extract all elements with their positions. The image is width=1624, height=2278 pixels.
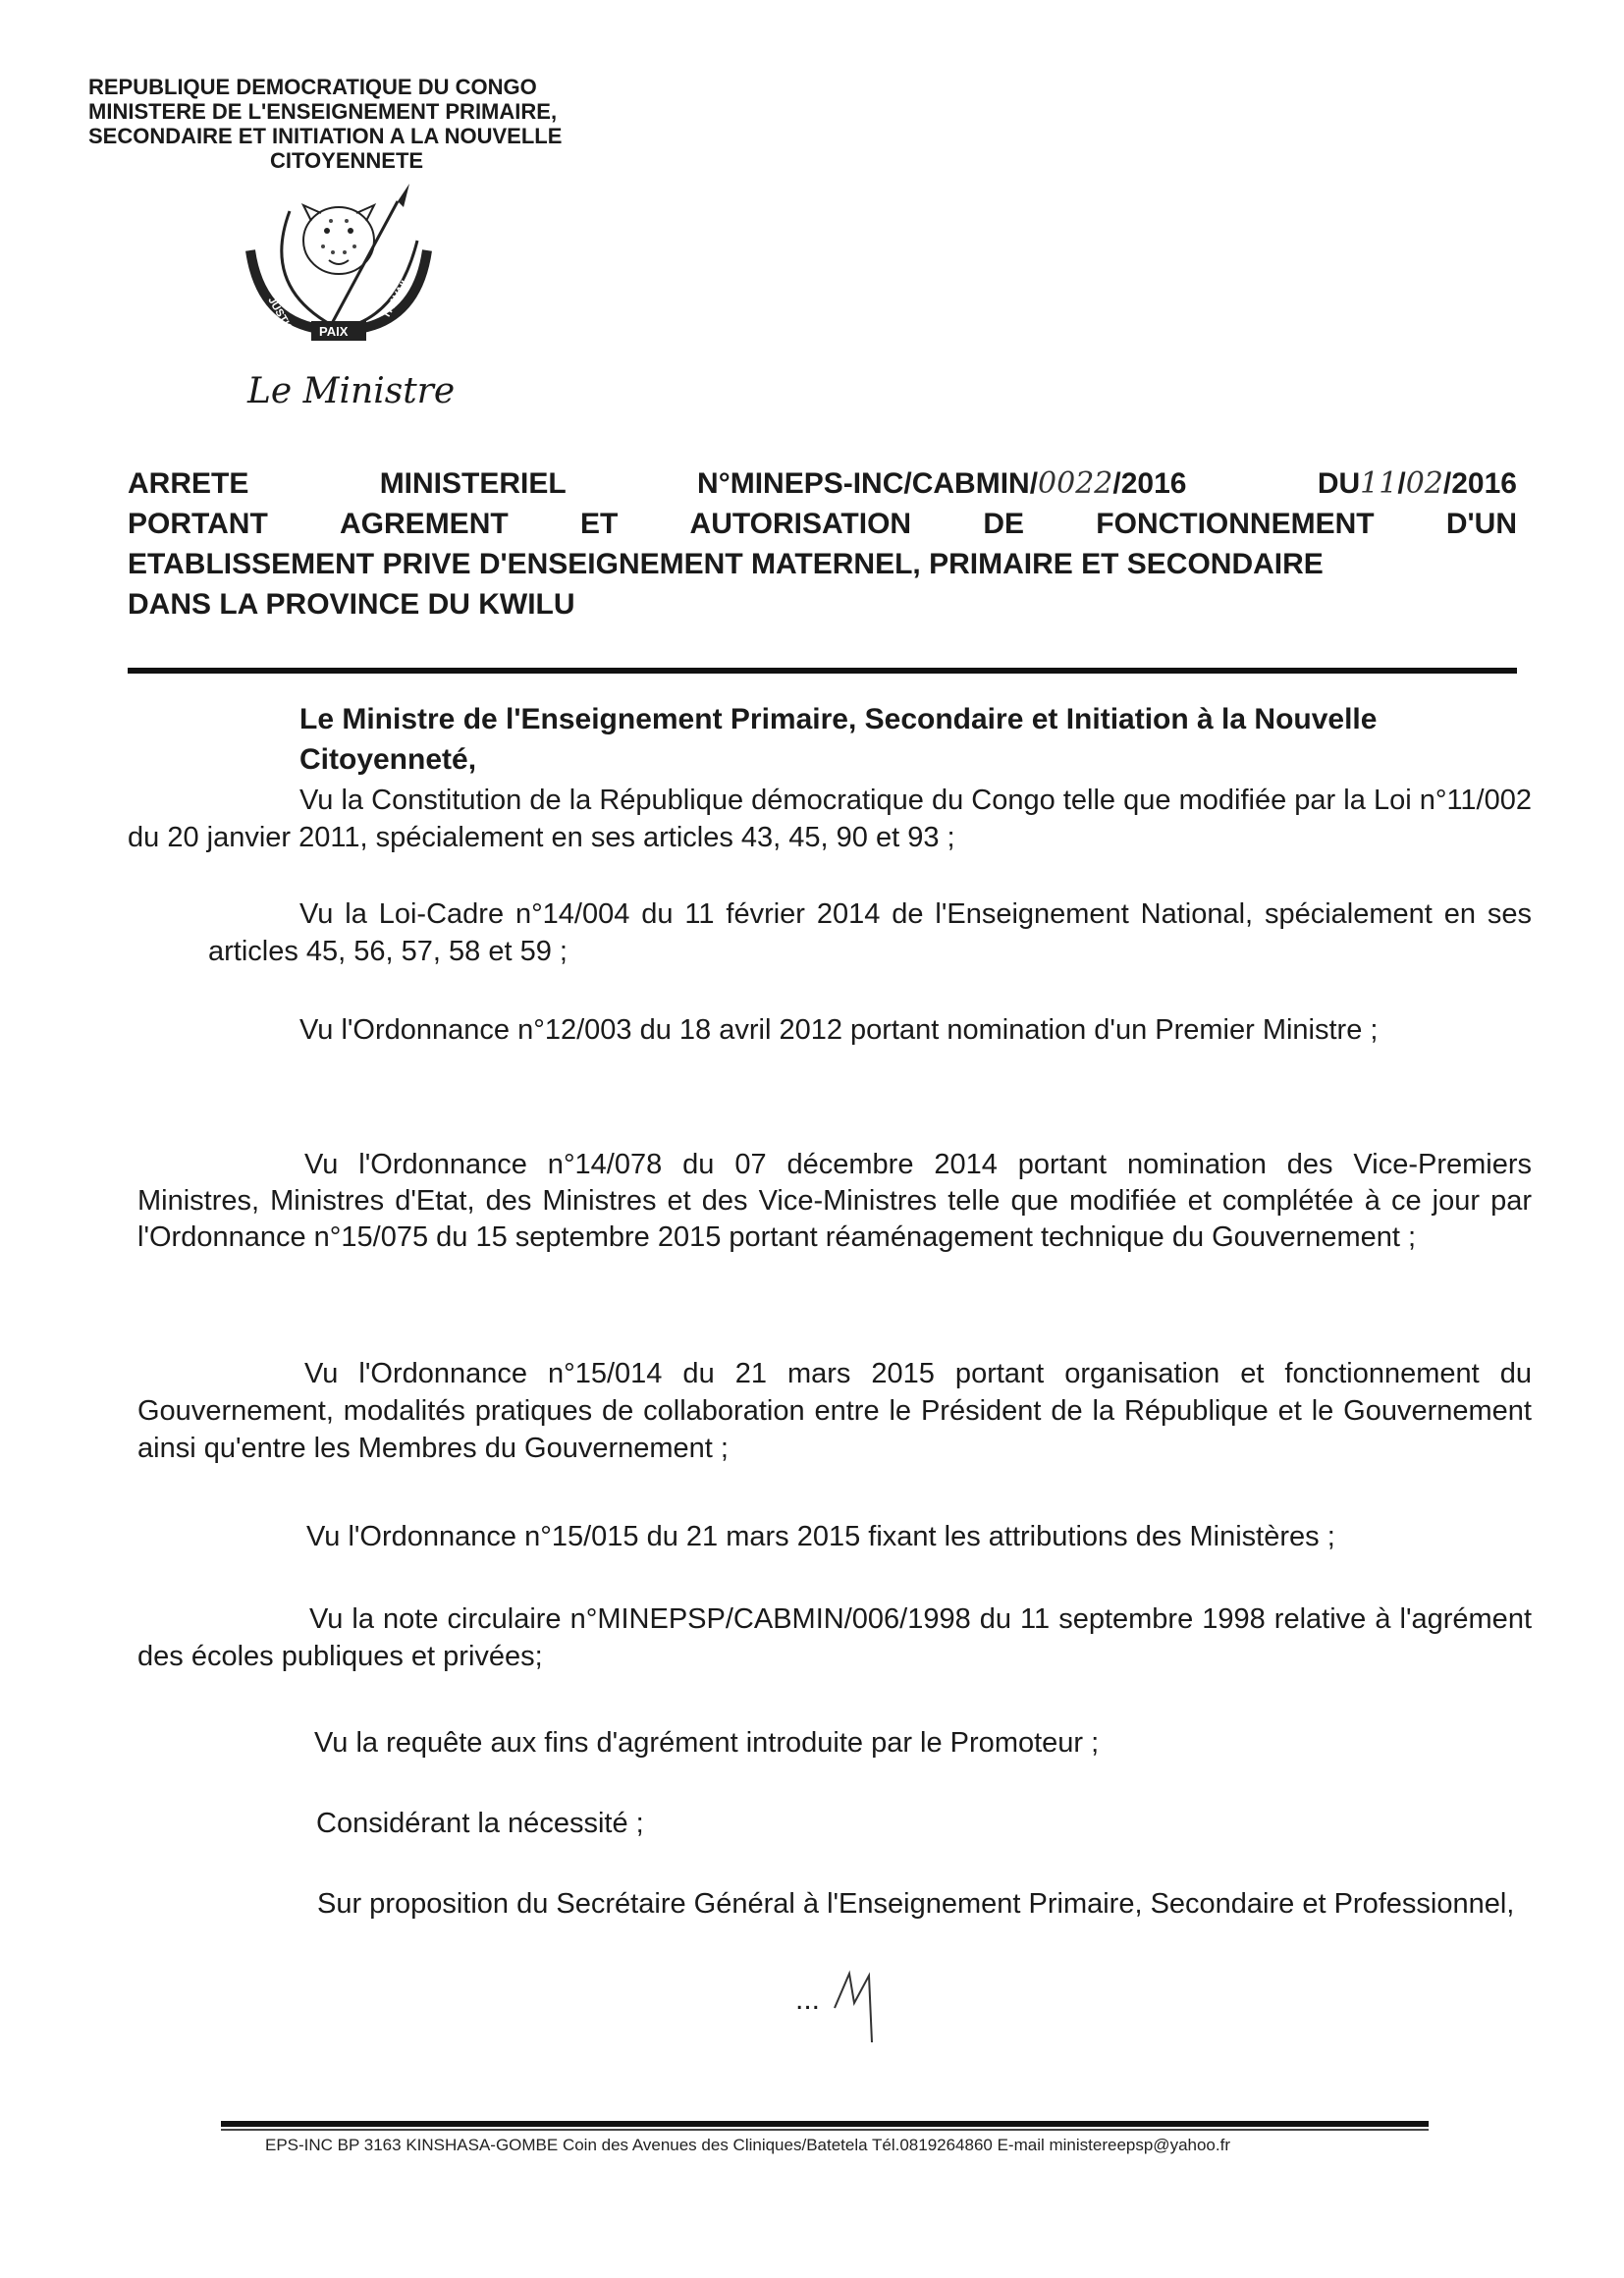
decree-title <box>128 463 1517 624</box>
letterhead-ministry-3: CITOYENNETE <box>270 148 424 173</box>
decree-month-handwritten: 02 <box>1405 466 1443 501</box>
recital-necessite: Considérant la nécessité ; <box>316 1808 644 1839</box>
coat-of-arms-emblem <box>221 182 466 353</box>
recital-proposition: Sur proposition du Secrétaire Général à l'Enseignement Primaire, Secondaire et Professionnel, <box>317 1888 1515 1920</box>
svg-text:JUSTICE: JUSTICE <box>265 295 299 341</box>
recital-ordonnance-premier-ministre: Vu l'Ordonnance n°12/003 du 18 avril 2012 portant nomination d'un Premier Ministre ; <box>299 1014 1379 1046</box>
minister-title: Le Ministre <box>247 371 456 411</box>
letterhead-ministry-2: SECONDAIRE ET INITIATION A LA NOUVELLE <box>88 124 563 148</box>
svg-text:PAIX: PAIX <box>319 324 349 339</box>
decree-number-handwritten: 0022 <box>1038 466 1113 501</box>
decree-title-line-2: PORTANT AGREMENT ET AUTORISATION DE FONCTIONNEMENT D'UN <box>128 508 1517 540</box>
recital-ordonnance-gouvernement: Vu l'Ordonnance n°14/078 du 07 décembre 2014 portant nomination des Vice-Premiers Ministres, Ministres d'Etat, des Ministres et des Vice-Ministres telle que modifiée et complétée à ce jour par l'Ordonnance n°15/075 du 15 septembre 2015 portant réaménagement technique du Gouvernement ; <box>137 1149 1532 1253</box>
decree-title-line-1: ARRETE MINISTERIEL N°MINEPS-INC/CABMIN/0022/2016 DU11/02/2016 <box>128 466 1517 501</box>
decree-title-line-4: DANS LA PROVINCE DU KWILU <box>128 588 575 621</box>
letterhead <box>88 75 697 173</box>
divider-bottom <box>221 2121 1429 2127</box>
recital-constitution: Vu la Constitution de la République démocratique du Congo telle que modifiée par la Loi n°11/002 du 20 janvier 2011, spécialement en ses articles 43, 45, 90 et 93 ; <box>128 785 1532 853</box>
recital-loi-cadre: Vu la Loi-Cadre n°14/004 du 11 février 2014 de l'Enseignement National, spécialement en ses articles 45, 56, 57, 58 et 59 ; <box>208 898 1532 967</box>
continuation-mark: ... <box>795 1964 913 2052</box>
decree-title-line-3: ETABLISSEMENT PRIVE D'ENSEIGNEMENT MATERNEL, PRIMAIRE ET SECONDAIRE <box>128 548 1324 580</box>
recital-note-circulaire: Vu la note circulaire n°MINEPSP/CABMIN/006/1998 du 11 septembre 1998 relative à l'agrément des écoles publiques et privées; <box>137 1603 1532 1672</box>
recital-ordonnance-attributions: Vu l'Ordonnance n°15/015 du 21 mars 2015 fixant les attributions des Ministères ; <box>306 1521 1335 1552</box>
minister-intro: Le Ministre de l'Enseignement Primaire, Secondaire et Initiation à la Nouvelle Citoyenneté, <box>299 703 1378 776</box>
decree-day-handwritten: 11 <box>1360 466 1398 501</box>
letterhead-country: REPUBLIQUE DEMOCRATIQUE DU CONGO <box>88 75 537 99</box>
letterhead-ministry-1: MINISTERE DE L'ENSEIGNEMENT PRIMAIRE, <box>88 99 558 124</box>
recital-requete: Vu la requête aux fins d'agrément introduite par le Promoteur ; <box>314 1727 1100 1759</box>
divider-top <box>128 668 1517 674</box>
divider-bottom-thin <box>221 2129 1429 2131</box>
paraph-icon <box>795 1964 913 2052</box>
footer-address: EPS-INC BP 3163 KINSHASA-GOMBE Coin des Avenues des Cliniques/Batetela Tél.0819264860 E-mail ministereepsp@yahoo.fr <box>265 2136 1230 2154</box>
svg-text:TRAVAIL: TRAVAIL <box>380 275 413 321</box>
recital-ordonnance-organisation: Vu l'Ordonnance n°15/014 du 21 mars 2015 portant organisation et fonctionnement du Gouvernement, modalités pratiques de collaboration entre le Président de la République et le Gouvernement ainsi qu'entre les Membres du Gouvernement ; <box>137 1358 1532 1464</box>
